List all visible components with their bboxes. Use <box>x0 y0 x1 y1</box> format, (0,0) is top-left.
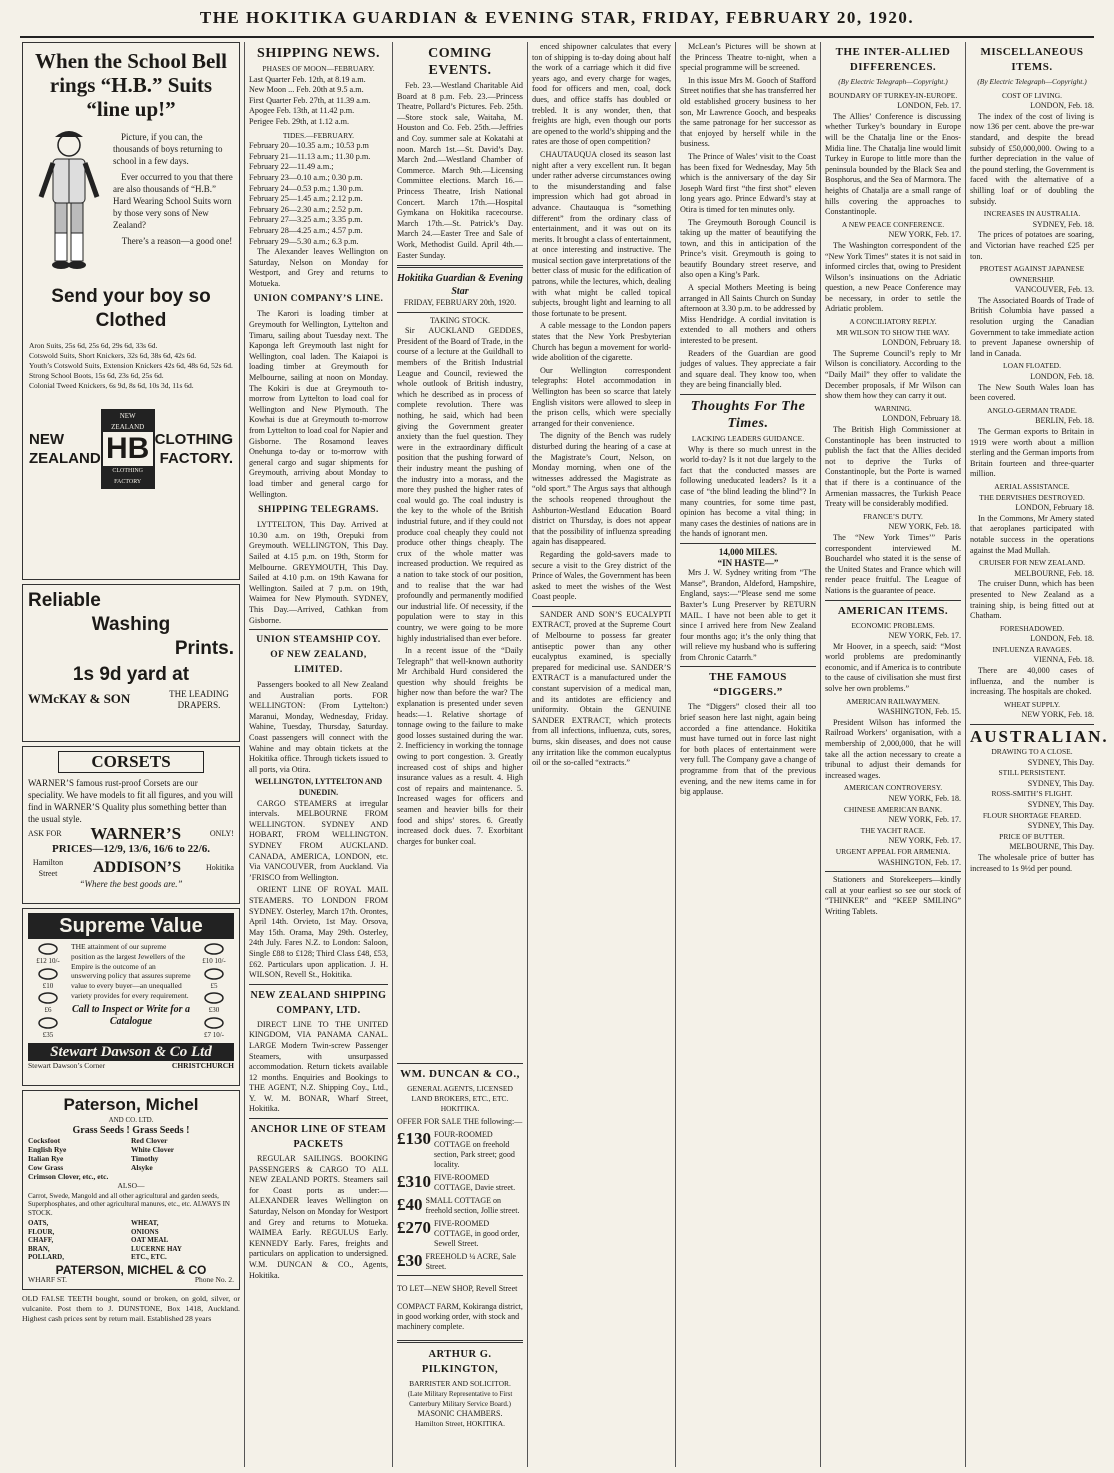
section-title: PROTEST AGAINST JAPANESE OWNERSHIP. <box>979 264 1085 284</box>
wl-title: WELLINGTON, LYTTELTON AND DUNEDIN. <box>254 777 383 798</box>
cable-body: President Wilson has informed the Railroad Workers’ organisation, with a membership of 2,000,000, that he will take all the action necessary to create a tribunal to adjust their demands for increased wages. <box>825 717 961 780</box>
news-paragraph: Regarding the gold-savers made to secure a visit to the Grey district of the Prince of Wales, the Government has been asked to meet the wishes of the West Coast people. <box>532 549 672 602</box>
corsets-ask: ASK FOR <box>28 829 62 838</box>
paper-date: FRIDAY, FEBRUARY 20th, 1920. <box>403 298 517 308</box>
dateline: WASHINGTON, Feb. 17. <box>877 857 961 867</box>
section-title: PRICE OF BUTTER. <box>999 831 1065 841</box>
seed-item: Italian Rye <box>28 1154 64 1164</box>
washing-firm: WMcKAY & SON <box>28 691 131 707</box>
ring-price: £5 <box>210 981 218 990</box>
thoughts-sub: LACKING LEADERS GUIDANCE. <box>691 434 805 443</box>
tide-line: February 23—0.10 a.m.; 0.30 p.m. <box>249 172 363 182</box>
paterson-also: ALSO— <box>117 1181 145 1191</box>
dateline: NEW YORK, Feb. 17. <box>888 631 961 641</box>
dateline: WASHINGTON, Feb. 15. <box>877 707 961 717</box>
miles-title: 14,000 MILES. <box>718 546 778 557</box>
supreme-corner: Stewart Dawson’s Corner <box>28 1061 106 1071</box>
paper-title: Hokitika Guardian & Evening Star <box>397 273 523 298</box>
news-paragraph: McLean’s Pictures will be shown at the Princess Theatre to-night, when a special programme will be screened. <box>680 42 816 73</box>
ring-price: £30 <box>208 1006 220 1015</box>
column-rule <box>675 42 676 1467</box>
paterson-sub: AND CO. LTD. <box>108 1116 154 1124</box>
masthead-rule <box>20 36 1094 38</box>
section-title: THE YACHT RACE. <box>860 825 926 835</box>
tides-title: TIDES.—FEBRUARY. <box>282 130 355 140</box>
stock-title: TAKING STOCK. <box>429 315 491 325</box>
hb-right-word: FACTORY. <box>159 450 233 468</box>
section-title: CHINESE AMERICAN BANK. <box>843 804 943 814</box>
duncan-ad <box>397 1060 523 1467</box>
pilkington-title: ARTHUR G. PILKINGTON, <box>421 1349 499 1375</box>
news-paragraph: enced shipowner calculates that every ton of shipping is to-day doing about half the work of a carriage which it did five years ago, and every charge for wages, food for officers and men, coal, dock dues, and office staffs has doubled or trebled. It is any wonder, then, that freights are high, even though our ports are opened to the world’s shipping and the rates are those of open competition? <box>532 42 671 147</box>
goods-item: WHEAT, <box>131 1219 159 1228</box>
section-title: INFLUENZA RAVAGES. <box>992 644 1072 654</box>
paterson-michel-ad <box>22 1090 240 1290</box>
american-title: AMERICAN ITEMS. <box>837 604 949 617</box>
dateline: LONDON, February 18. <box>882 338 961 348</box>
section-title: A CONCILIATORY REPLY. <box>849 317 937 327</box>
cable-body: The Supreme Council’s reply to Mr Wilson is conciliatory. According to the “Daily Mail” they offer to validate the December proposals, if Mr Wilson can show them how they can carry it out. <box>825 348 961 401</box>
goods-item: CHAFF, <box>28 1236 54 1245</box>
seed-item: Cow Grass <box>28 1163 64 1173</box>
goods-item: ONIONS <box>131 1227 159 1236</box>
shipping-column <box>249 42 388 1467</box>
misc-title: MISCELLANEOUS ITEMS. <box>980 46 1084 73</box>
news-column-4 <box>532 42 671 1467</box>
anchor-body: REGULAR SAILINGS. BOOKING PASSENGERS & CARGO TO ALL NEW ZEALAND PORTS. Steamers sail for Coast ports as under:— ALEXANDER leaves Wellington on Saturday, Nelson on Monday for Westport and Grey and returns to Motueka. WAIMEA Early. REGULUS Early. KENNEDY Early. Fares, freights and particulars on application to undersigned. W.M. DUNCAN & CO., Agents, Hokitika. <box>249 1154 388 1280</box>
washing-line: Washing <box>91 614 171 635</box>
ring-icon <box>37 942 59 956</box>
washing-price: 1s 9d yard at <box>72 664 190 685</box>
ring-icon <box>203 991 225 1005</box>
australian-title: AUSTRALIAN. <box>970 727 1109 747</box>
hb-logo-mid: HB <box>106 432 150 466</box>
cable-body: The Allies’ Conference is discussing whether Turkey’s boundary in Europe will be the Chatalja line or the Enos-Midia line. The Chatalja line would limit Turkey in Europe to little more than the peninsula bounded by the Black Sea and Bosphorus, and the Sea of Marmora. The heights of Chatalja are a small range of hills covering the approaches to Constantinople. <box>825 111 961 217</box>
duncan-offer: OFFER FOR SALE THE following:— <box>397 1117 523 1126</box>
moon-line: First Quarter Feb. 27th, at 11.39 a.m. <box>249 95 371 105</box>
corsets-street: Hamilton Street <box>32 858 64 878</box>
schoolboy-illustration <box>29 127 109 277</box>
dateline: VANCOUVER, Feb. 13. <box>1014 285 1094 295</box>
tide-line: February 25—1.45 a.m.; 2.12 p.m. <box>249 194 363 204</box>
events-body: Feb. 23.—Westland Charitable Aid Board at 8 p.m. Feb. 23.—Princess Theatre, Pollard’s Pictures. Feb. 25th.—Store stock sale, Waitaha, M. Houston and Co. Feb. 25th.—Jeffries and Coy. summer sale at Kokatahi at noon. March 1st.—St. David’s Day. March 2nd.—Westland Chamber of Commerce. March 9th.—Licensing Committee elections. March 16.—Princess Theatre, Irish National Concert. March 17th.—Hospital Gymkana on Hokitika racecourse. March 17th.—St. Patrick’s Day. March 24.—Easter Tree and Sale of Work, Methodist Guild. April 4th.—Easter Sunday. <box>397 81 523 260</box>
washing-line: Reliable <box>28 590 101 611</box>
union-body: The Karori is loading timber at Greymouth for Wellington, Lyttelton and Timaru, sailing about Tuesday next. The Kaponga left Greymouth last night for Wellington, coal laden. The Kaiapoi is loading timber at Greymouth for Melbourne, sailing at noon on Monday. The Kokiri is due at Greymouth to-morrow from Lyttelton to load coal for Wellington and New Plymouth. The Kowhai is due at Greymouth to-morrow from Lyttelton to load coal for Napier and Gisborne. The Rosamond leaves Onehunga to-day or to-morrow with general cargo and sugar shipments for Greymouth, arriving about Monday to load timber and general cargo for Wellington. <box>249 309 388 499</box>
tide-line: February 21—11.13 a.m.; 11.30 p.m. <box>249 151 371 161</box>
seed-list <box>28 1136 234 1181</box>
nzs-title: NEW ZEALAND SHIPPING COMPANY, LTD. <box>250 989 387 1016</box>
hb-logo-top: NEW ZEALAND <box>103 411 153 432</box>
section-title: MR WILSON TO SHOW THE WAY. <box>836 327 950 337</box>
hb-body-2: Ever occurred to you that there are also thousands of “H.B.” Hard Wearing School Suits worn by those very sons of New Zealand? <box>113 172 233 230</box>
hb-list-item: Cotswold Suits, Short Knickers, 32s 6d, 38s 6d, 42s 6d. <box>29 351 197 360</box>
cable-body: There are 40,000 cases of influenza, and the number is increasing. The hospitals are choked. <box>970 666 1094 697</box>
section-title: AERIAL ASSISTANCE. <box>994 481 1070 491</box>
news-paragraph: Our Wellington correspondent telegraphs: Hotel accommodation in Wellington has been so scarce that lately English visitors were allowed to sleep in the prison cells, which were specially arranged for their convenience. <box>532 365 671 428</box>
dateline: SYDNEY, This Day. <box>1027 778 1094 788</box>
cable-body: The Washington correspondent of the “New York Times” states it is not said in informed circles that, owing to President Wilson’s insinuations on the Adriatic question, a new Peace Conference may be necessary, in order to settle the Adriatic problem. <box>825 240 961 314</box>
misc-column <box>970 42 1109 1467</box>
cable-body: In the Commons, Mr Amery stated that aeroplanes participated with notable success in the operations against the Mad Mullah. <box>970 513 1094 555</box>
corsets-slogan: “Where the best goods are.” <box>79 879 183 890</box>
property-desc: FREEHOLD ¼ ACRE, Sale Street. <box>425 1252 516 1271</box>
property-price: £130 <box>397 1129 431 1148</box>
ring-price: £10 10/- <box>202 957 226 965</box>
dateline: NEW YORK, Feb. 18. <box>1021 710 1094 720</box>
section-title: AMERICAN CONTROVERSY. <box>843 783 943 793</box>
masthead: THE HOKITIKA GUARDIAN & EVENING STAR, FRIDAY, FEBRUARY 20, 1920. <box>199 8 915 27</box>
tide-line: February 22—11.49 a.m.; <box>249 162 334 172</box>
telegrams-title: SHIPPING TELEGRAMS. <box>258 505 379 516</box>
property-price: £310 <box>397 1172 431 1191</box>
dateline: MELBOURNE, Feb. 18. <box>1014 568 1094 578</box>
supreme-firm: Stewart Dawson & Co Ltd <box>28 1043 234 1061</box>
cable-body: The index of the cost of living is now 136 per cent. above the pre-war standard, and despite the bread subsidy of £50,000,000. Owing to a further depreciation in the value of the pound sterling, the Government is faced with the alternative of a shilling loaf or of doubling the subsidy. <box>970 111 1094 206</box>
hb-list-item: Youth’s Cotswold Suits, Extension Knickers 42s 6d, 48s 6d, 52s 6d. <box>29 361 233 370</box>
moon-line: Perigee Feb. 29th, at 1.12 a.m. <box>249 116 350 126</box>
dateline: NEW YORK, Feb. 18. <box>888 794 961 803</box>
dateline: SYDNEY, This Day. <box>1027 800 1094 809</box>
dateline: NEW YORK, Feb. 17. <box>888 230 961 240</box>
cable-body: The prices of potatoes are soaring, and Victorian have reached £25 per ton. <box>970 230 1094 261</box>
stewart-dawson-ad <box>22 908 240 1086</box>
tide-line: February 27—3.25 a.m.; 3.35 p.m. <box>249 215 363 225</box>
dateline: SYDNEY, This Day. <box>1027 821 1094 831</box>
goods-item: LUCERNE HAY <box>131 1244 182 1253</box>
alexander-paragraph: The Alexander leaves Wellington on Saturday, Nelson on Monday for Westport, and Grey and returns to Motueka. <box>249 247 388 288</box>
moon-phases-title: PHASES OF MOON—FEBRUARY. <box>262 64 375 73</box>
section-title: A NEW PEACE CONFERENCE. <box>841 219 945 229</box>
supreme-call: Call to Inspect or Write for a Catalogue <box>72 1003 190 1027</box>
news-paragraph: CHAUTAUQUA closed its season last night after a very excellent run. It began under rather adverse circumstances owing to the misunderstanding and false impression which had got abroad in advance. Chautauqua is “something different” from the ordinary class of entertainment, and it was out on its merits. It brought a class of entertainment, at once interesting and instructive. The musical section gave interpretations of the better class of music for the edification of patrons, while the lectures, which, dealing with what might be called topical subjects, brought light and learning to all those fortunate to be present. <box>532 149 671 318</box>
hb-suits-ad <box>22 42 240 580</box>
cable-body: The wholesale price of butter has increased to 1s 9½d per pound. <box>970 852 1094 873</box>
section-title: DRAWING TO A CLOSE. <box>991 747 1073 757</box>
seed-item: Cocksfoot <box>28 1136 61 1146</box>
hb-list-item: Aron Suits, 25s 6d, 25s 6d, 29s 6d, 33s 6d. <box>29 341 158 350</box>
seed-item: Alsyke <box>131 1163 153 1173</box>
news-paragraph: Readers of the Guardian are good judges of values. They appreciate a fair and square deal. They know too, when they are being financially bled. <box>680 348 816 390</box>
interallied-title: THE INTER-ALLIED DIFFERENCES. <box>835 46 951 73</box>
stock-body-2: In a recent issue of the “Daily Telegraph” that well-known authority Mr Archibald Hurd considered the question why should freights be higher now than before the war? The explanation is presented under seven heads:—1. Relative shortage of tonnage owing to the failure to make good losses sustained during the war. 2. Inefficiency in working the tonnage owing to port congestion. 3. Greatly increased cost of ships and higher insurance values as a result. 4. High cost of repairs and maintenance. 5. Increased wages for officers and seamen and heavier bills for their food and ships’ stores. 6. Greatly increased dock dues. 7. Exorbitant charges for bunker coal. <box>397 646 523 846</box>
hb-headline: When the School Bell rings “H.B.” Suits “line up!” <box>35 49 227 121</box>
hb-logo-bottom: CLOTHING FACTORY <box>103 466 153 487</box>
section-title: AMERICAN RAILWAYMEN. <box>846 696 940 706</box>
corsets-body: WARNER’S famous rust-proof Corsets are our speciality. We have models to fit all figures, and you will find in WARNER’S Quality plus something better than the usual style. <box>28 778 233 824</box>
diggers-title: THE FAMOUS “DIGGERS.” <box>709 671 787 699</box>
property-price: £30 <box>397 1251 423 1270</box>
paterson-grass: Grass Seeds ! Grass Seeds ! <box>72 1124 190 1136</box>
false-teeth-ad: OLD FALSE TEETH bought, sound or broken, on gold, silver, or vulcanite. Post them to J. DUNSTONE, Box 1418, Auckland. Highest cash prices sent by return mail. Established 28 years <box>22 1294 240 1323</box>
ring-price: £6 <box>44 1006 52 1015</box>
cable-body: The “New York Times’” Paris correspondent interviewed M. Bouchardel who stated it is the sense of the United States and France which will render peace fruitful. The League of Nations is the guarantee of peace. <box>825 532 961 595</box>
section-title: CRUISER FOR NEW ZEALAND. <box>978 558 1086 568</box>
section-title: BOUNDARY OF TURKEY-IN-EUROPE. <box>828 90 958 100</box>
supreme-city: CHRISTCHURCH <box>171 1061 234 1071</box>
seed-item: Red Clover <box>131 1136 168 1146</box>
moon-line: New Moon ... Feb. 20th at 9.5 a.m. <box>249 85 364 95</box>
section-title: FORESHADOWED. <box>1000 623 1064 633</box>
news-paragraph: A special Mothers Meeting is being arranged in All Saints Church on Sunday afternoon at 3.30 p.m. to be addressed by Miss Hendridge. A cordial invitation is extended to all mothers and others interested to be present. <box>680 283 816 346</box>
corsets-prices: PRICES—12/9, 13/6, 16/6 to 22/6. <box>52 842 210 855</box>
ring-icon <box>37 1016 59 1030</box>
section-title: INCREASES IN AUSTRALIA. <box>983 209 1081 219</box>
paterson-body: Carrot, Swede, Mangold and all other agricultural and garden seeds, Superphosphates, and other agricultural manures, etc., etc. ALWAYS IN STOCK. <box>28 1191 230 1217</box>
paterson-street: WHARF ST. <box>28 1275 68 1285</box>
hb-body-3: There’s a reason—a good one! <box>121 236 233 246</box>
paterson-phone: Phone No. 2. <box>194 1275 234 1285</box>
column-rule <box>965 42 966 1467</box>
usc-title: UNION STEAMSHIP COY. OF NEW ZEALAND, LIMITED. <box>256 635 381 676</box>
property-price: £40 <box>397 1195 423 1214</box>
masonic: MASONIC CHAMBERS. <box>417 1409 503 1418</box>
moon-line: Last Quarter Feb. 12th, at 8.19 a.m. <box>249 74 366 84</box>
hb-list-item: Colonial Tweed Knickers, 6s 9d, 8s 6d, 10s 3d, 11s 6d. <box>29 381 194 390</box>
usc-body: Passengers booked to all New Zealand and Australian ports. FOR WELLINGTON: (From Lyttelton:) Maranui, Monday, Wednesday, Friday. Wahine, Tuesday, Thursday, Saturday. Coast passengers will connect with the Wahine and may obtain tickets at the Hokitika office. Through tickets issued to all ports, via Otira. <box>249 680 388 774</box>
hb-left-word: ZEALAND <box>29 450 101 468</box>
ring-icon <box>203 1016 225 1030</box>
hb-right-word: CLOTHING <box>154 431 233 449</box>
seed-item: Timothy <box>131 1154 159 1164</box>
stationers-ad: Stationers and Storekeepers—kindly call at your earliest so see our stock of “THINKER” and “KEEP SMILING” Writing Tablets. <box>825 875 961 916</box>
tide-line: February 28—4.25 a.m.; 4.57 p.m. <box>249 225 363 235</box>
wl-body: CARGO STEAMERS at irregular intervals. MELBOURNE FROM WELLINGTON. SYDNEY AND HOBART, FROM WELLINGTON. SYDNEY FROM AUCKLAND. CANADA, AMERICA, LONDON, etc. Via VANCOUVER, from Auckland. Via ’FRISCO from Wellington. <box>249 798 388 882</box>
dateline: LONDON, February 18. <box>882 414 961 424</box>
news-paragraph: A cable message to the London papers states that the New York Presbyterian Church has begun a movement for world-wide abolition of the cigarette. <box>532 321 671 363</box>
supreme-title: Supreme Value <box>28 913 234 939</box>
column-rule <box>244 42 245 1467</box>
corsets-only: ONLY! <box>209 829 234 838</box>
ring-price: £12 10/- <box>36 957 60 965</box>
column-rule <box>392 42 393 1467</box>
dateline: LONDON, Feb. 18. <box>1030 372 1094 382</box>
tide-line: February 26—2.30 a.m.; 2.52 p.m. <box>249 204 363 214</box>
dateline: LONDON, Feb. 17. <box>897 101 961 111</box>
paterson-bottom: PATERSON, MICHEL & CO <box>55 1262 207 1277</box>
anchor-title: ANCHOR LINE OF STEAM PACKETS <box>250 1124 387 1151</box>
section-title: URGENT APPEAL FOR ARMENIA. <box>835 846 951 856</box>
seed-item: White Clover <box>131 1145 175 1155</box>
cable-body: The British High Commissioner at Constantinople has been instructed to publish the fact that the Allies decided not to deprive the Turks of Constantinople, but the Porte is warned that if there is a continuance of the Armenian massacres, the Turkish Peace Treaty will be considerably modified. <box>825 425 961 509</box>
duncan-sub: GENERAL AGENTS, LICENSED LAND BROKERS, ETC., ETC. HOKITIKA. <box>407 1084 513 1113</box>
goods-item: BRAN, <box>28 1244 50 1253</box>
column-rule <box>820 42 821 1467</box>
ring-price: £7 10/- <box>203 1030 225 1039</box>
seed-item: English Rye <box>28 1145 67 1155</box>
cable-body: The cruiser Dunn, which has been presented to New Zealand as a training ship, is being fitted out at Chatham. <box>970 579 1094 621</box>
section-title: ROSS-SMITH’S FLIGHT. <box>991 789 1073 799</box>
ring-icon <box>37 991 59 1005</box>
ring-icon <box>203 942 225 956</box>
dateline: VIENNA, Feb. 18. <box>1033 655 1094 665</box>
tide-line: February 29—5.30 a.m.; 6.3 p.m. <box>249 236 359 246</box>
diggers-body: The “Diggers” closed their all too brief season here last night, again being accorded a fine attendance. Hokitika must have turned out in force last night for both places of entertainment were very full. The Company gave a change of programme from that of the previous evening, and the new items came in for big applause. <box>680 702 816 797</box>
pilkington-sub: BARRISTER AND SOLICITOR. <box>409 1379 511 1388</box>
news-paragraph: The Prince of Wales’ visit to the Coast has been fixed for Wednesday, May 5th which is the anniversary of the day Sir Joseph Ward first “the first shot” eleven long years ago. Prince Edward’s stay at Otira is timed for ten minutes only. <box>680 151 816 214</box>
masonic-address: Hamilton Street, HOKITIKA. <box>415 1419 505 1428</box>
orient-body: ORIENT LINE OF ROYAL MAIL STEAMERS. TO LONDON FROM SYDNEY. Osterley, March 17th. Orontes, April 14th. Orvieto, 1st May. Orsova, May 15th. Orama, May 29th. Osterley, 24th July. Fares N.Z. to London: Saloon, Single £88 to £128; Third Class £48, £53, £62. Particulars upon application. J. H. WILSON, Revell St., Hokitika. <box>249 885 388 980</box>
dateline: LONDON, Feb. 18. <box>1030 101 1094 111</box>
duncan-title: WM. DUNCAN & CO., <box>400 1068 520 1080</box>
ring-price: £10 <box>42 981 54 990</box>
goods-item: OAT MEAL <box>131 1236 169 1245</box>
news-paragraph: In this issue Mrs M. Gooch of Stafford Street notifies that she has transferred her old established grocery business to her son, Mr Lawrence Gooch, and bespeaks the same patronage for her successor as that enjoyed by herself while in the business. <box>680 75 816 149</box>
cable-body: The New South Wales loan has been covered. <box>970 382 1094 403</box>
cable-body: The Associated Boards of Trade of British Columbia have passed a resolution urging the Canadian Government to take immediate action to prevent Japanese ownership of land in Canada. <box>970 295 1094 358</box>
property-desc: SMALL COTTAGE on freehold section, Jollie street. <box>425 1196 520 1215</box>
pilkington-body: (Late Military Representative to First Canterbury Military Service Board.) <box>407 1390 513 1408</box>
corsets-town: Hokitika <box>205 863 234 873</box>
section-title: FRANCE’S DUTY. <box>863 511 923 521</box>
section-title: WHEAT SUPPLY. <box>1003 699 1061 709</box>
hb-send: Send your boy so Clothed <box>51 286 211 331</box>
dateline: NEW YORK, Feb. 17. <box>888 815 961 825</box>
ring-icon <box>203 967 225 981</box>
credit-line: (By Electric Telegraph—Copyright.) <box>977 77 1087 86</box>
thoughts-title: Thoughts For The Times. <box>690 399 806 431</box>
tide-line: February 24—0.53 p.m.; 1.30 p.m. <box>249 183 364 193</box>
news-paragraph: The Greymouth Borough Council is taking up the matter of beautifying the town, and this in anticipation of the Prince’s visit. Greymouth is going to beautify Boundary street reserve, and also open a King’s Park. <box>680 217 816 280</box>
moon-line: Apogee Feb. 13th, at 11.42 p.m. <box>249 106 355 116</box>
washing-prints-ad <box>22 584 240 742</box>
telegrams-body: LYTTELTON, This Day. Arrived at 10.30 a.m. on 19th, Orepuki from Greymouth. WELLINGTON, This Day. Sailed at 4.15 p.m. on 19th, Storm for Melbourne. GREYMOUTH, This Day. Sailed at 4.10 p.m. on 19th Kawana for Wellington. Sailed at 7 p.m. on 19th, Waimea for New Plymouth. SYDNEY, This Day.—Arrived, Cathkan from Gisborne. <box>249 520 388 625</box>
ring-icon <box>37 967 59 981</box>
nzs-body: DIRECT LINE TO THE UNITED KINGDOM, VIA PANAMA CANAL. LARGE Modern Twin-screw Passenger Steamers, with unsurpassed accommodation. Return tickets available 12 months. Enquiries and Bookings to THE AGENT, N.Z. Shipping Coy., Ltd., Y. W. M. BONAR, Wharf Street, Hokitika. <box>249 1019 388 1114</box>
section-title: THE DERVISHES DESTROYED. <box>979 492 1085 502</box>
union-title: UNION COMPANY’S LINE. <box>253 294 384 305</box>
section-title: ECONOMIC PROBLEMS. <box>851 620 935 630</box>
section-title: WARNING. <box>874 403 912 413</box>
property-desc: FIVE-ROOMED COTTAGE, Davie street. <box>434 1173 516 1192</box>
section-title: LOAN FLOATED. <box>1003 361 1061 371</box>
credit-line: (By Electric Telegraph—Copyright.) <box>838 77 948 86</box>
dateline: LONDON, Feb. 18. <box>1030 634 1094 644</box>
news-paragraph: The dignity of the Bench was rudely disturbed during the hearing of a case at the Magistrate’s Court, Nelson, on Monday morning, when one of the witnesses addressed the Magistrate as “old sport.” The Argus says that although the schools reopened throughout the Ashburton-Westland Education Board district on Thursday, is does not appear that the possibility of influenza spreading again has disappeared. <box>532 431 671 547</box>
cable-body: The German exports to Britain in 1919 were worth about a million sterling and the German imports from Britain fourteen and three-quarter million. <box>970 427 1094 479</box>
washing-tag: THE LEADING DRAPERS. <box>169 689 229 710</box>
stock-body: Sir AUCKLAND GEDDES, President of the Board of Trade, in the course of a lecture at the Guildhall to members of the British Industrial League and Council, reviewed the whole outlook of British industry, which he described as in process of complete revolution. There was nothing, he said, which had been giving the Government greater anxiety than the fuel question. They were in the extraordinary difficult position that the pushing forward of their industry meant the pushing of the industry into a morass, and the more they pushed the higher rates of coal would go. The coal industry is the key to the whole of the British industrial future, and if they could not produce coal cheaply they could not produce other things cheaply. The crux of the whole matter was increased production. We required as a nation to take stock of our position, and to realise that the war had profoundly and permanently modified our industrial life. Of necessity, if the population were to stay in this country, we were going to be more highly industrialised than ever before. <box>397 326 523 643</box>
dateline: SYDNEY, This Day. <box>1027 757 1094 767</box>
tolet-shop: TO LET—NEW SHOP, Revell Street <box>397 1284 518 1293</box>
corsets-store: ADDISON’S <box>92 859 181 877</box>
section-title: STILL PERSISTENT. <box>998 768 1066 778</box>
dateline: MELBOURNE, This Day. <box>1009 842 1094 852</box>
section-title: COST OF LIVING. <box>1001 90 1063 100</box>
washing-line: Prints. <box>174 638 234 659</box>
corsets-ad <box>22 746 240 904</box>
haste-body: Mrs J. W. Sydney writing from “The Manse”, Brandon, Aldeford, Hampshire, England, says:—“Please send me some Baxter’s Lung Preserver by RETURN MAIL. I have not been able to get it since I arrived here from New Zealand four months ago; it’s the only thing that will relieve my husband who is suffering from Chronic Catarrh.” <box>680 568 816 662</box>
goods-item: ETC., ETC. <box>131 1253 167 1262</box>
property-price: £270 <box>397 1218 431 1237</box>
dateline: NEW YORK, Feb. 18. <box>888 522 961 532</box>
goods-list <box>28 1219 234 1262</box>
tide-list <box>249 141 388 247</box>
paterson-firm: Paterson, Michel <box>63 1095 199 1114</box>
cables-column <box>825 42 961 1467</box>
property-desc: FIVE-ROOMED COTTAGE, in good order, Sewell Street. <box>434 1219 520 1248</box>
hb-logo <box>101 409 155 489</box>
moon-list <box>249 75 388 128</box>
column-rule <box>527 42 528 1467</box>
hb-body-1: Picture, if you can, the thousands of boys returning to school in a few days. <box>113 132 223 166</box>
goods-item: OATS, <box>28 1219 49 1228</box>
shipping-title: SHIPPING NEWS. <box>257 46 380 61</box>
hb-left-word: NEW <box>29 431 64 449</box>
hb-list-item: Strong School Boots, 15s 6d, 23s 6d, 25s 6d. <box>29 371 164 380</box>
section-title: FLOUR SHORTAGE FEARED. <box>982 810 1082 820</box>
dateline: BERLIN, Feb. 18. <box>1035 416 1094 426</box>
ads-column <box>22 42 240 1467</box>
goods-item: POLLARD, <box>28 1253 64 1262</box>
tide-line: February 20—10.35 a.m.; 10.53 p.m <box>249 141 369 151</box>
property-desc: FOUR-ROOMED COTTAGE on freehold section, Park street; good locality. <box>434 1130 515 1169</box>
cable-body: Mr Hoover, in a speech, said: “Most world problems are predominantly economic, and if America is to contribute to the cause of civilisation she must first solve her own problems.” <box>825 641 961 694</box>
corsets-title: CORSETS <box>58 751 204 773</box>
seed-item: Crimson Clover, etc., etc. <box>28 1172 109 1182</box>
dateline: SYDNEY, Feb. 18. <box>1032 219 1094 229</box>
ring-price: £35 <box>42 1030 54 1039</box>
haste-title: “IN HASTE—” <box>717 557 779 568</box>
news-column-5 <box>680 42 816 1467</box>
dateline: LONDON, February 18. <box>1015 503 1094 513</box>
supreme-body: THE attainment of our supreme position as the largest Jewellers of the Empire is the outcome of an unswerving policy that assures supreme value to every buyer—an unequalled variety provides for every requirement. <box>71 942 191 1000</box>
events-title: COMING EVENTS. <box>428 46 492 78</box>
goods-item: FLOUR, <box>28 1227 55 1236</box>
thoughts-body: Why is there so much unrest in the world to-day? Is it not due largely to the fact that the conducted masses are following uneducated leaders? Is it a case of “the blind leading the blind”? In many countries, for some time past, opinion has become a vital thing; in many cases the destinies of nations are in the hands of ignorant men. <box>680 444 816 539</box>
sanders-ad: SANDER AND SON’S EUCALYPTI EXTRACT, proved at the Supreme Court of Melbourne to possess far greater antiseptic power than any other eucalyptus examined, is specially prepared for medicinal use. SANDER’S EXTRACT is a manufactured under the constant supervision of a medical man, and its antidotes are efficiency and uniformity. Obtain the GENUINE SANDER EXTRACT, which protects from all infections, influenza, cuts, sores, burns, skin diseases, and does not cause any irritation like the common eucalyptus oil or the so-called “extracts.” <box>532 609 671 768</box>
corsets-brand: WARNER’S <box>90 824 182 843</box>
dateline: NEW YORK, Feb. 17. <box>888 836 961 846</box>
section-title: ANGLO-GERMAN TRADE. <box>987 405 1077 415</box>
compact-farm: COMPACT FARM, Kokiranga district, in good working order, with stock and machinery complete. <box>397 1302 523 1331</box>
